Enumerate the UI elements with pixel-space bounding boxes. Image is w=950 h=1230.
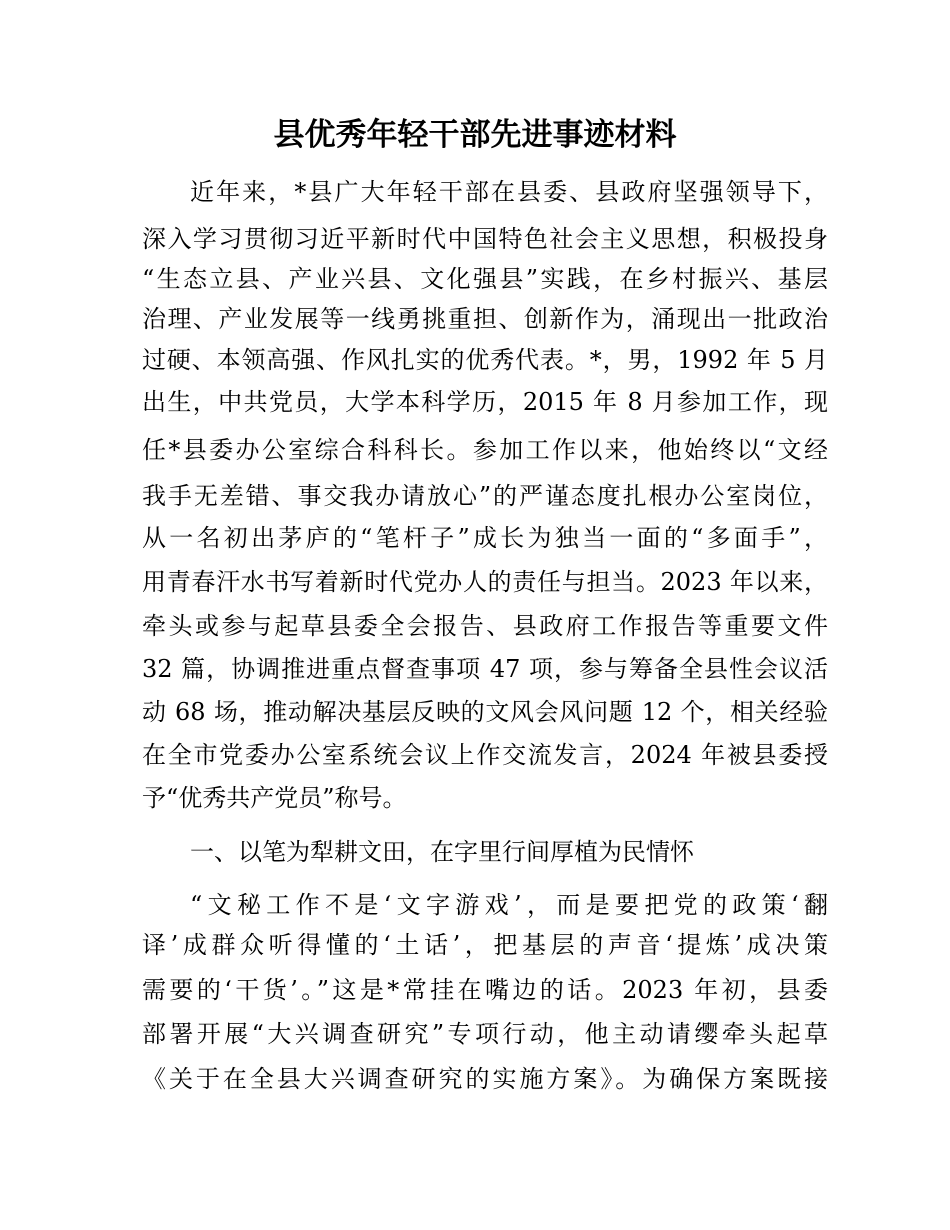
paragraph-line: “生态立县、产业兴县、文化强县”实践，在乡村振兴、基层 [142,265,828,293]
paragraph-line: 从一名初出茅庐的“笔杆子”成长为独当一面的“多面手”， [142,524,828,552]
paragraph-line: 动 68 场，推动解决基层反映的文风会风问题 12 个，相关经验 [142,698,828,726]
paragraph-line: 治理、产业发展等一线勇挑重担、创新作为，涌现出一批政治 [142,305,828,333]
paragraph-line: 需要的‘干货’。”这是*常挂在嘴边的话。2023 年初，县委 [142,976,828,1004]
paragraph-line: 任*县委办公室综合科科长。参加工作以来，他始终以“文经 [142,436,828,464]
document-title: 县优秀年轻干部先进事迹材料 [273,117,677,153]
paragraph-line: 过硬、本领高强、作风扎实的优秀代表。*，男，1992 年 5 月 [142,346,828,374]
paragraph-line: 出生，中共党员，大学本科学历，2015 年 8 月参加工作，现 [142,388,828,416]
paragraph-line: 近年来，*县广大年轻干部在县委、县政府坚强领导下， [190,178,828,206]
paragraph-line: 32 篇，协调推进重点督查事项 47 项，参与筹备全县性会议活 [142,655,828,683]
paragraph-line: 部署开展“大兴调查研究”专项行动，他主动请缨牵头起草 [142,1020,828,1048]
paragraph-line: 深入学习贯彻习近平新时代中国特色社会主义思想，积极投身 [142,225,828,253]
paragraph-line: 予“优秀共产党员”称号。 [142,784,407,812]
paragraph-line: 译’成群众听得懂的‘土话’，把基层的声音‘提炼’成决策 [142,931,828,959]
paragraph-line: 在全市党委办公室系统会议上作交流发言，2024 年被县委授 [142,741,828,769]
paragraph-line: 《关于在全县大兴调查研究的实施方案》。为确保方案既接 [142,1065,828,1093]
paragraph-line: 用青春汗水书写着新时代党办人的责任与担当。2023 年以来， [142,568,828,596]
paragraph-line: “文秘工作不是‘文字游戏’，而是要把党的政策‘翻 [190,891,828,919]
section-heading: 一、以笔为犁耕文田，在字里行间厚植为民情怀 [190,838,694,866]
paragraph-line: 我手无差错、事交我办请放心”的严谨态度扎根办公室岗位， [142,482,828,510]
paragraph-line: 牵头或参与起草县委全会报告、县政府工作报告等重要文件 [142,612,828,640]
